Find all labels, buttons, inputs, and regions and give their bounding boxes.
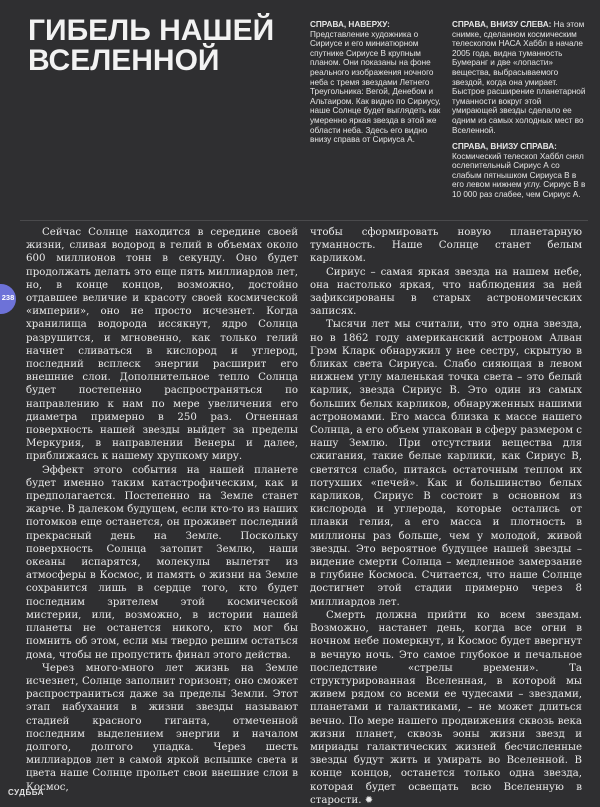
section-footer: СУДЬБА — [8, 788, 44, 797]
body-paragraph-last — [310, 609, 582, 807]
caption-text: Космический телескоп Хаббл снял ослепительный Сириус А со слабым пятнышком Сириуса В в его левом нижнем углу. Сириус В в 10 000 раз слабее, чем Сириус А. — [452, 151, 586, 199]
body-paragraph: Через много-много лет жизнь на Земле исчезнет, Солнце заполнит горизонт; оно сможет распространиться даже за пределы Земли. Этот этап набухания в жизни звезды называют стадией красного гиганта, отмеченной последним выделением энергии и началом долгого, долгого упадка. Через шесть миллиардов лет в самой яркой вспышке света и цвета наше Солнце прольет свои внешние слои в Космос, — [26, 662, 298, 793]
section-divider — [20, 220, 588, 221]
body-paragraph-continued: чтобы сформировать новую планетарную туманность. Наше Солнце станет белым карликом. — [310, 227, 582, 265]
caption-text: Представление художника о Сириусе и его миниатюрном спутнике Сириусе В крупным планом. Они показаны на фоне реального изображения ночного неба с тремя звездами Летнего Треугольника: Вегой, Денебом и Альтаиром. Как видно по Сириусу, наше Солнце будет выглядеть как умеренно яркая звезда в этой же области неба. Здесь его видно внизу справа от Сириуса А. — [310, 29, 441, 145]
body-paragraph: Сириус – самая яркая звезда на нашем небе, она настолько яркая, что наблюдения за ней зафиксированы в старых астрономических записях. — [310, 266, 582, 318]
caption-label: СПРАВА, НАВЕРХУ: — [310, 20, 390, 29]
body-column-right — [310, 226, 582, 807]
title-line-2: ВСЕЛЕННОЙ — [28, 44, 220, 77]
caption-bottom-left — [452, 20, 586, 135]
caption-text: На этом снимке, сделанном космическим телескопом НАСА Хаббл в начале 2005 года, видна туманность Бумеранг и две «лопасти» вещества, выбрасываемого звездой, когда она умирает. Быстрое расширение планетарной туманности вокруг этой умирающей звезды сделало ее одним из самых холодных мест во Вселенной. — [452, 20, 586, 135]
body-column-left — [26, 226, 298, 794]
body-paragraph: Сейчас Солнце находится в середине своей жизни, сливая водород в гелий в объемах около 600 миллионов тонн в секунду. Оно будет продолжать делать это еще пять миллиардов лет, но, в конце концов, возможно, достойно отдавшее величие и красоту своей космической «империи», оно не просто исчезнет. Когда хранилища водорода иссякнут, ядро Солнца разрушится, и мгновенно, как только гелий начнет сливаться в кислород и углерод, последний всплеск энергии расширит его внешние слои. Дополнительное тепло Солнца будет постепенно распространяться по направлению к нам по мере увеличения его диаметра примерно в 250 раз. Огненная поверхность нашей звезды выйдет за пределы Меркурия, в направлении Венеры и далее, приближаясь к нашему хрупкому миру. — [26, 227, 298, 463]
caption-top-right — [310, 20, 444, 145]
caption-label: СПРАВА, ВНИЗУ СЛЕВА: — [452, 20, 552, 29]
page-number: 238 — [1, 293, 15, 302]
article-title — [28, 16, 298, 76]
end-of-article-icon: ✹ — [364, 794, 374, 806]
body-paragraph: Тысячи лет мы считали, что это одна звезда, но в 1862 году американский астроном Алван Грэм Кларк обнаружил у нее сестру, скрытую в бликах света Сириуса. Слабо сияющая в левом нижнем углу маленькая точка света – это белый карлик, звезда Сириус В. Это один из самых больших белых карликов, обнаруженных нашими астрономами. Его масса близка к массе нашего Солнца, а его объем упакован в сферу размером с нашу Землю. При отсутствии вещества для сжигания, такие белые карлики, как Сириус В, светятся слабо, питаясь остаточным теплом их потухших «печей». Как и большинство белых карликов, Сириус В состоит в основном из кислорода и углерода, которые остались от плавки гелия, а его масса и плотность в миллионы раз больше, чем у молодой, живой звезды. Это вероятное будущее нашей звезды – видение смерти Солнца – медленное замерзание в глубине Космоса. Считается, что наше Солнце достигнет этой стадии примерно через 8 миллиардов лет. — [310, 319, 582, 608]
caption-bottom-right — [452, 142, 586, 200]
title-line-1: ГИБЕЛЬ НАШЕЙ — [28, 14, 275, 47]
caption-label: СПРАВА, ВНИЗУ СПРАВА: — [452, 142, 557, 151]
body-paragraph-text: Смерть должна прийти ко всем звездам. Возможно, настанет день, когда все огни в ночном небе померкнут, и Космос будет ввергнут в вечную ночь. Это самое глубокое и печальное последствие «стрелы времени». Та структурированная Вселенная, в которой мы живем рядом со всеми ее чудесами – звездами, планетами и галактиками, – не может длиться вечно. По мере нашего продвижения сквозь века жизни планет, сквозь эоны жизни звезд и мириады галактических жизней бесчисленные звезды будут жить и умирать во Вселенной. В конце концов, останется только одна звезда, которая будет освещать всю Вселенную в старости. — [310, 609, 582, 806]
body-paragraph: Эффект этого события на нашей планете будет именно таким катастрофическим, как и предполагается. Постепенно на Земле станет жарче. В далеком будущем, если кто-то из наших потомков еще останется, он проживет последний прекрасный день на Земле. Поскольку поверхность Солнца затопит Землю, наши океаны испарятся, молекулы вылетят из атмосферы в Космос, и память о жизни на Земле сохранится лишь в сердце того, кто будет последним зрителем этой космической мистерии, или, возможно, в истории нашей планеты не останется никого, кто мог бы помнить об этом, если мы твердо решим остаться дома, чтобы не пропустить финал этого действа. — [26, 464, 298, 661]
